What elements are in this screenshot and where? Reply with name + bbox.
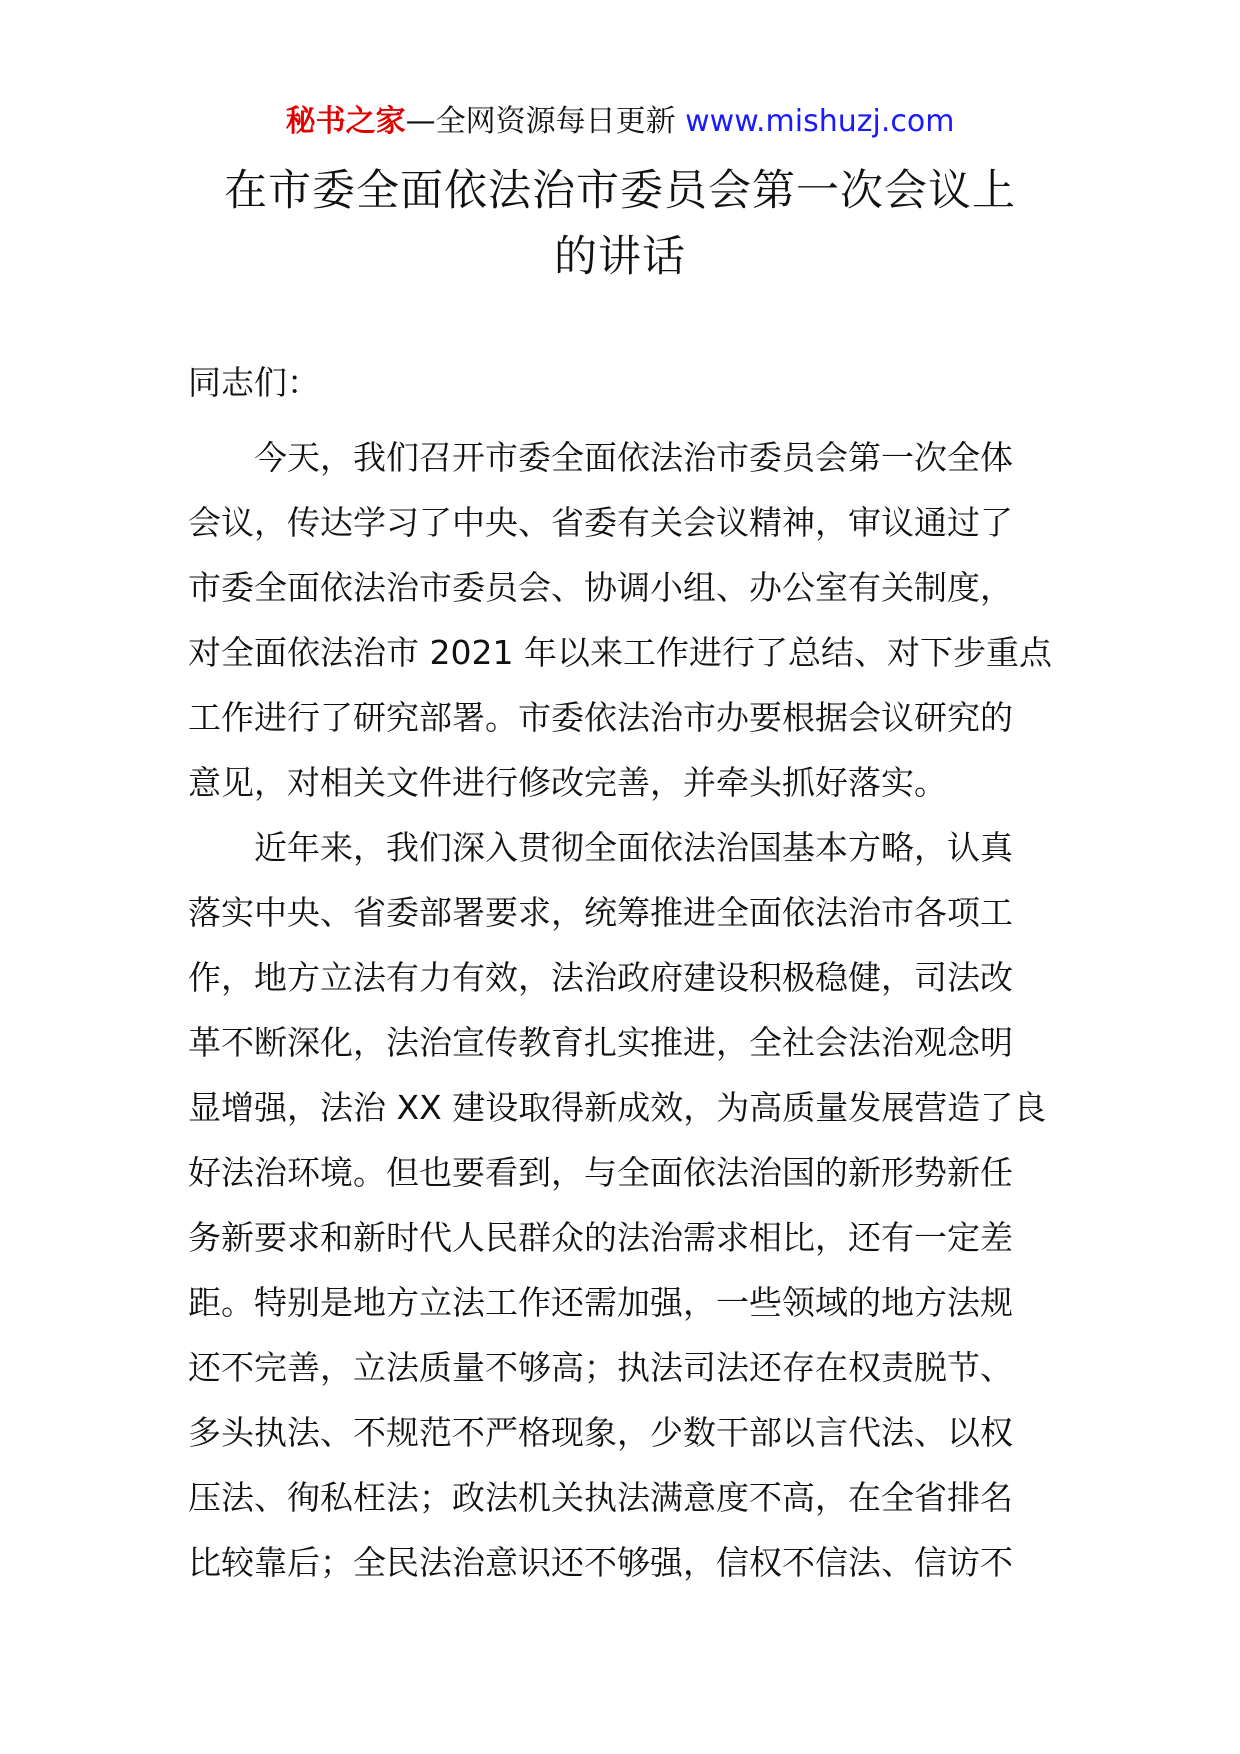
- paragraph-line: 务新要求和新时代人民群众的法治需求相比，还有一定差: [188, 1218, 1013, 1257]
- paragraph-line: 落实中央、省委部署要求，统筹推进全面依法治市各项工: [188, 893, 1013, 932]
- paragraph-line: 作，地方立法有力有效，法治政府建设积极稳健，司法改: [188, 958, 1013, 997]
- paragraph-line: 比较靠后；全民法治意识还不够强，信权不信法、信访不: [188, 1543, 1013, 1582]
- brand-name: 秘书之家: [285, 104, 406, 139]
- paragraph-line: 会议，传达学习了中央、省委有关会议精神，审议通过了: [188, 503, 1013, 542]
- title-line: 的讲话: [554, 232, 686, 282]
- paragraph-line: 多头执法、不规范不严格现象，少数干部以言代法、以权: [188, 1413, 1013, 1452]
- paragraph-line: 压法、徇私枉法；政法机关执法满意度不高，在全省排名: [188, 1478, 1013, 1517]
- salutation: 同志们：: [188, 363, 320, 402]
- paragraph-line: 革不断深化，法治宣传教育扎实推进，全社会法治观念明: [188, 1023, 1013, 1062]
- paragraph-line: 今天，我们召开市委全面依法治市委员会第一次全体: [254, 438, 1013, 477]
- paragraph: [188, 815, 1056, 1595]
- paragraph-line: 距。特别是地方立法工作还需加强，一些领域的地方法规: [188, 1283, 1013, 1322]
- header-tagline: —全网资源每日更新: [405, 104, 686, 139]
- title-line: 在市委全面依法治市委员会第一次会议上: [224, 166, 1016, 216]
- watermark-header: [0, 100, 1240, 144]
- document-title: [150, 158, 1090, 290]
- paragraph-line: 市委全面依法治市委员会、协调小组、办公室有关制度，: [188, 568, 1013, 607]
- paragraph-line: 对全面依法治市 2021 年以来工作进行了总结、对下步重点: [188, 633, 1052, 672]
- paragraph-line: 还不完善，立法质量不够高；执法司法还存在权责脱节、: [188, 1348, 1013, 1387]
- site-url-link[interactable]: www.mishuzj.com: [685, 104, 955, 139]
- paragraph-line: 近年来，我们深入贯彻全面依法治国基本方略，认真: [254, 828, 1013, 867]
- paragraph: [188, 425, 1056, 815]
- paragraph-line: 显增强，法治 XX 建设取得新成效，为高质量发展营造了良: [188, 1088, 1047, 1127]
- paragraph-line: 好法治环境。但也要看到，与全面依法治国的新形势新任: [188, 1153, 1013, 1192]
- paragraph-line: 意见，对相关文件进行修改完善，并牵头抓好落实。: [188, 763, 947, 802]
- paragraph-line: 工作进行了研究部署。市委依法治市办要根据会议研究的: [188, 698, 1013, 737]
- document-body: [188, 358, 1056, 1595]
